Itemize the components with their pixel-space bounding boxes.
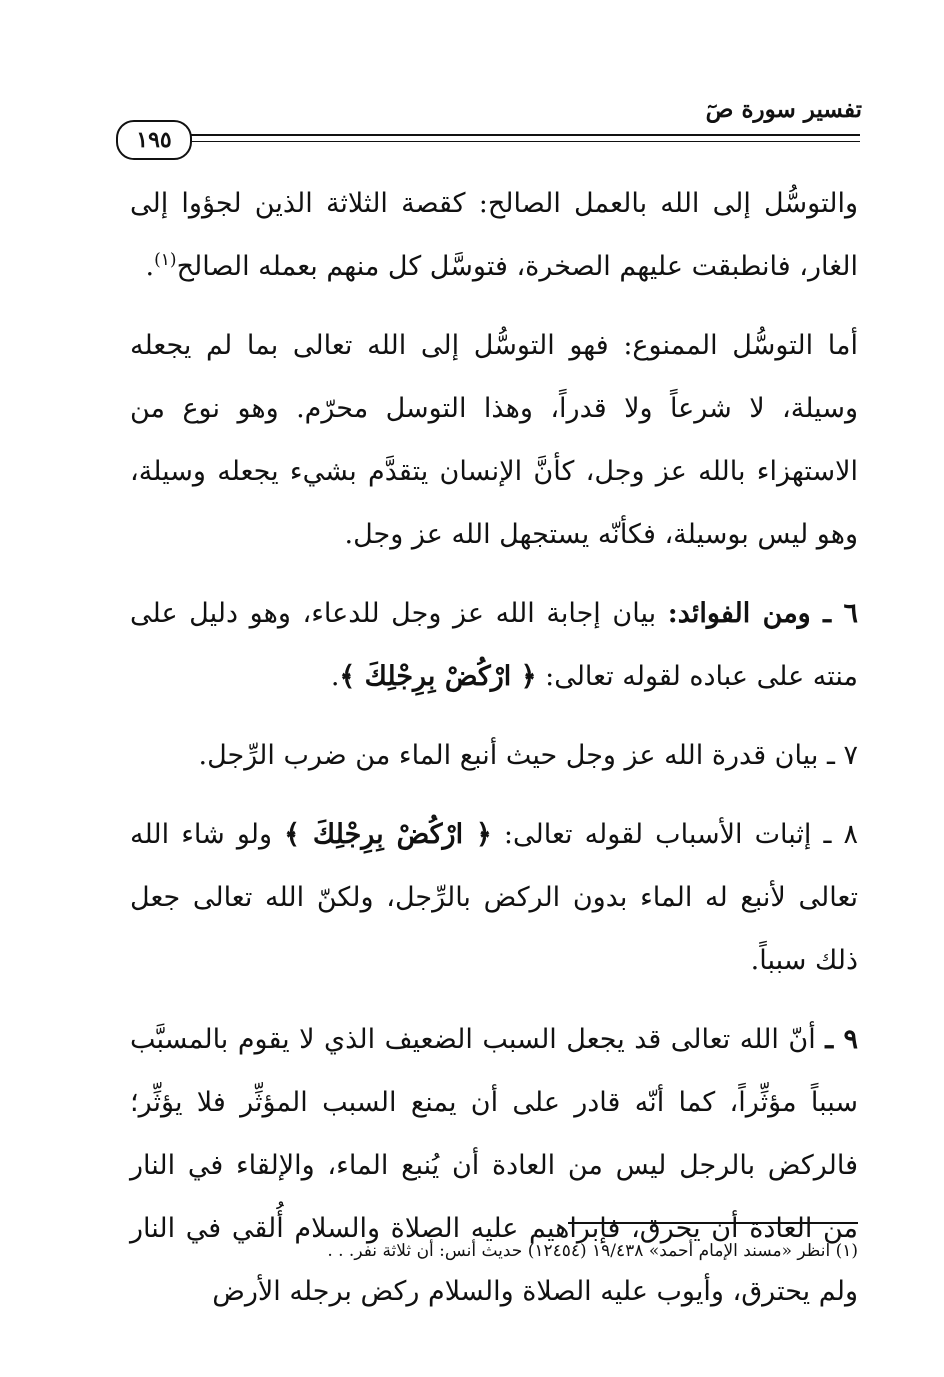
paragraph-forbidden-tawassul: أما التوسُّل الممنوع: فهو التوسُّل إلى الله تعالى بما لم يجعله وسيلة، لا شرعاً ولا قدراً، وهذا التوسل محرّم. وهو نوع من الاستهزاء بالله عز وجل، كأنَّ الإنسان يتقدَّم بشيء يجعله وسيلة، وهو ليس بوسيلة، فكأنّه يستجهل الله عز وجل. bbox=[130, 330, 858, 550]
paragraph-tawassul-good-deeds bbox=[130, 172, 858, 298]
quran-verse: ﴿ ارْكُضْ بِرِجْلِكَ ﴾ bbox=[339, 661, 537, 692]
paragraph-text: ٨ ـ إثبات الأسباب لقوله تعالى: bbox=[491, 819, 858, 850]
benefit-heading: ٦ ـ ومن الفوائد: bbox=[667, 598, 859, 629]
benefit-number: ٩ ـ bbox=[825, 1024, 858, 1055]
footnote-separator bbox=[568, 1222, 858, 1224]
paragraph-end: . bbox=[145, 251, 155, 282]
page-body bbox=[130, 172, 858, 1323]
paragraph-end: . bbox=[330, 661, 340, 692]
paragraph-text-continued: ولو شاء الله تعالى لأنبع له الماء بدون الركض بالرِّجل، ولكنّ الله تعالى جعل ذلك سبباً. bbox=[130, 819, 858, 976]
paragraph-benefit-7: ٧ ـ بيان قدرة الله عز وجل حيث أنبع الماء من ضرب الرِّجل. bbox=[198, 740, 858, 771]
footnote: (١) انظر «مسند الإمام أحمد» ١٩/٤٣٨ (١٢٤٥٤) حديث أنس: أن ثلاثة نفر. . . bbox=[327, 1241, 858, 1261]
page-number: ١٩٥ bbox=[116, 120, 192, 160]
paragraph-benefit-9 bbox=[130, 1008, 858, 1323]
paragraph-benefit-6 bbox=[130, 582, 858, 708]
running-header-title: تفسير سورة صٓ bbox=[705, 96, 862, 123]
paragraph-text: أنّ الله تعالى قد يجعل السبب الضعيف الذي لا يقوم بالمسبَّب سبباً مؤثِّراً، كما أنّه قادر على أن يمنع السبب المؤثِّر فلا يؤثِّر؛ فالركض بالرجل ليس من العادة أن يُنبع الماء، والإلقاء في النار من العادة أن يحرق، فإبراهيم عليه الصلاة والسلام أُلقي في النار ولم يحترق، وأيوب عليه الصلاة والسلام ركض برجله الأرض bbox=[130, 1024, 858, 1307]
paragraph-benefit-8 bbox=[130, 803, 858, 992]
header-rule-thin bbox=[180, 141, 860, 142]
paragraph-text: والتوسُّل إلى الله بالعمل الصالح: كقصة الثلاثة الذين لجؤوا إلى الغار، فانطبقت عليهم الصخرة، فتوسَّل كل منهم بعمله الصالح bbox=[130, 188, 858, 282]
quran-verse: ﴿ ارْكُضْ بِرِجْلِكَ ﴾ bbox=[284, 819, 492, 850]
paragraph-text: بيان إجابة الله عز وجل للدعاء، وهو دليل على منته على عباده لقوله تعالى: bbox=[130, 598, 858, 692]
header-rule bbox=[180, 134, 860, 136]
footnote-marker: (١) bbox=[154, 250, 177, 270]
